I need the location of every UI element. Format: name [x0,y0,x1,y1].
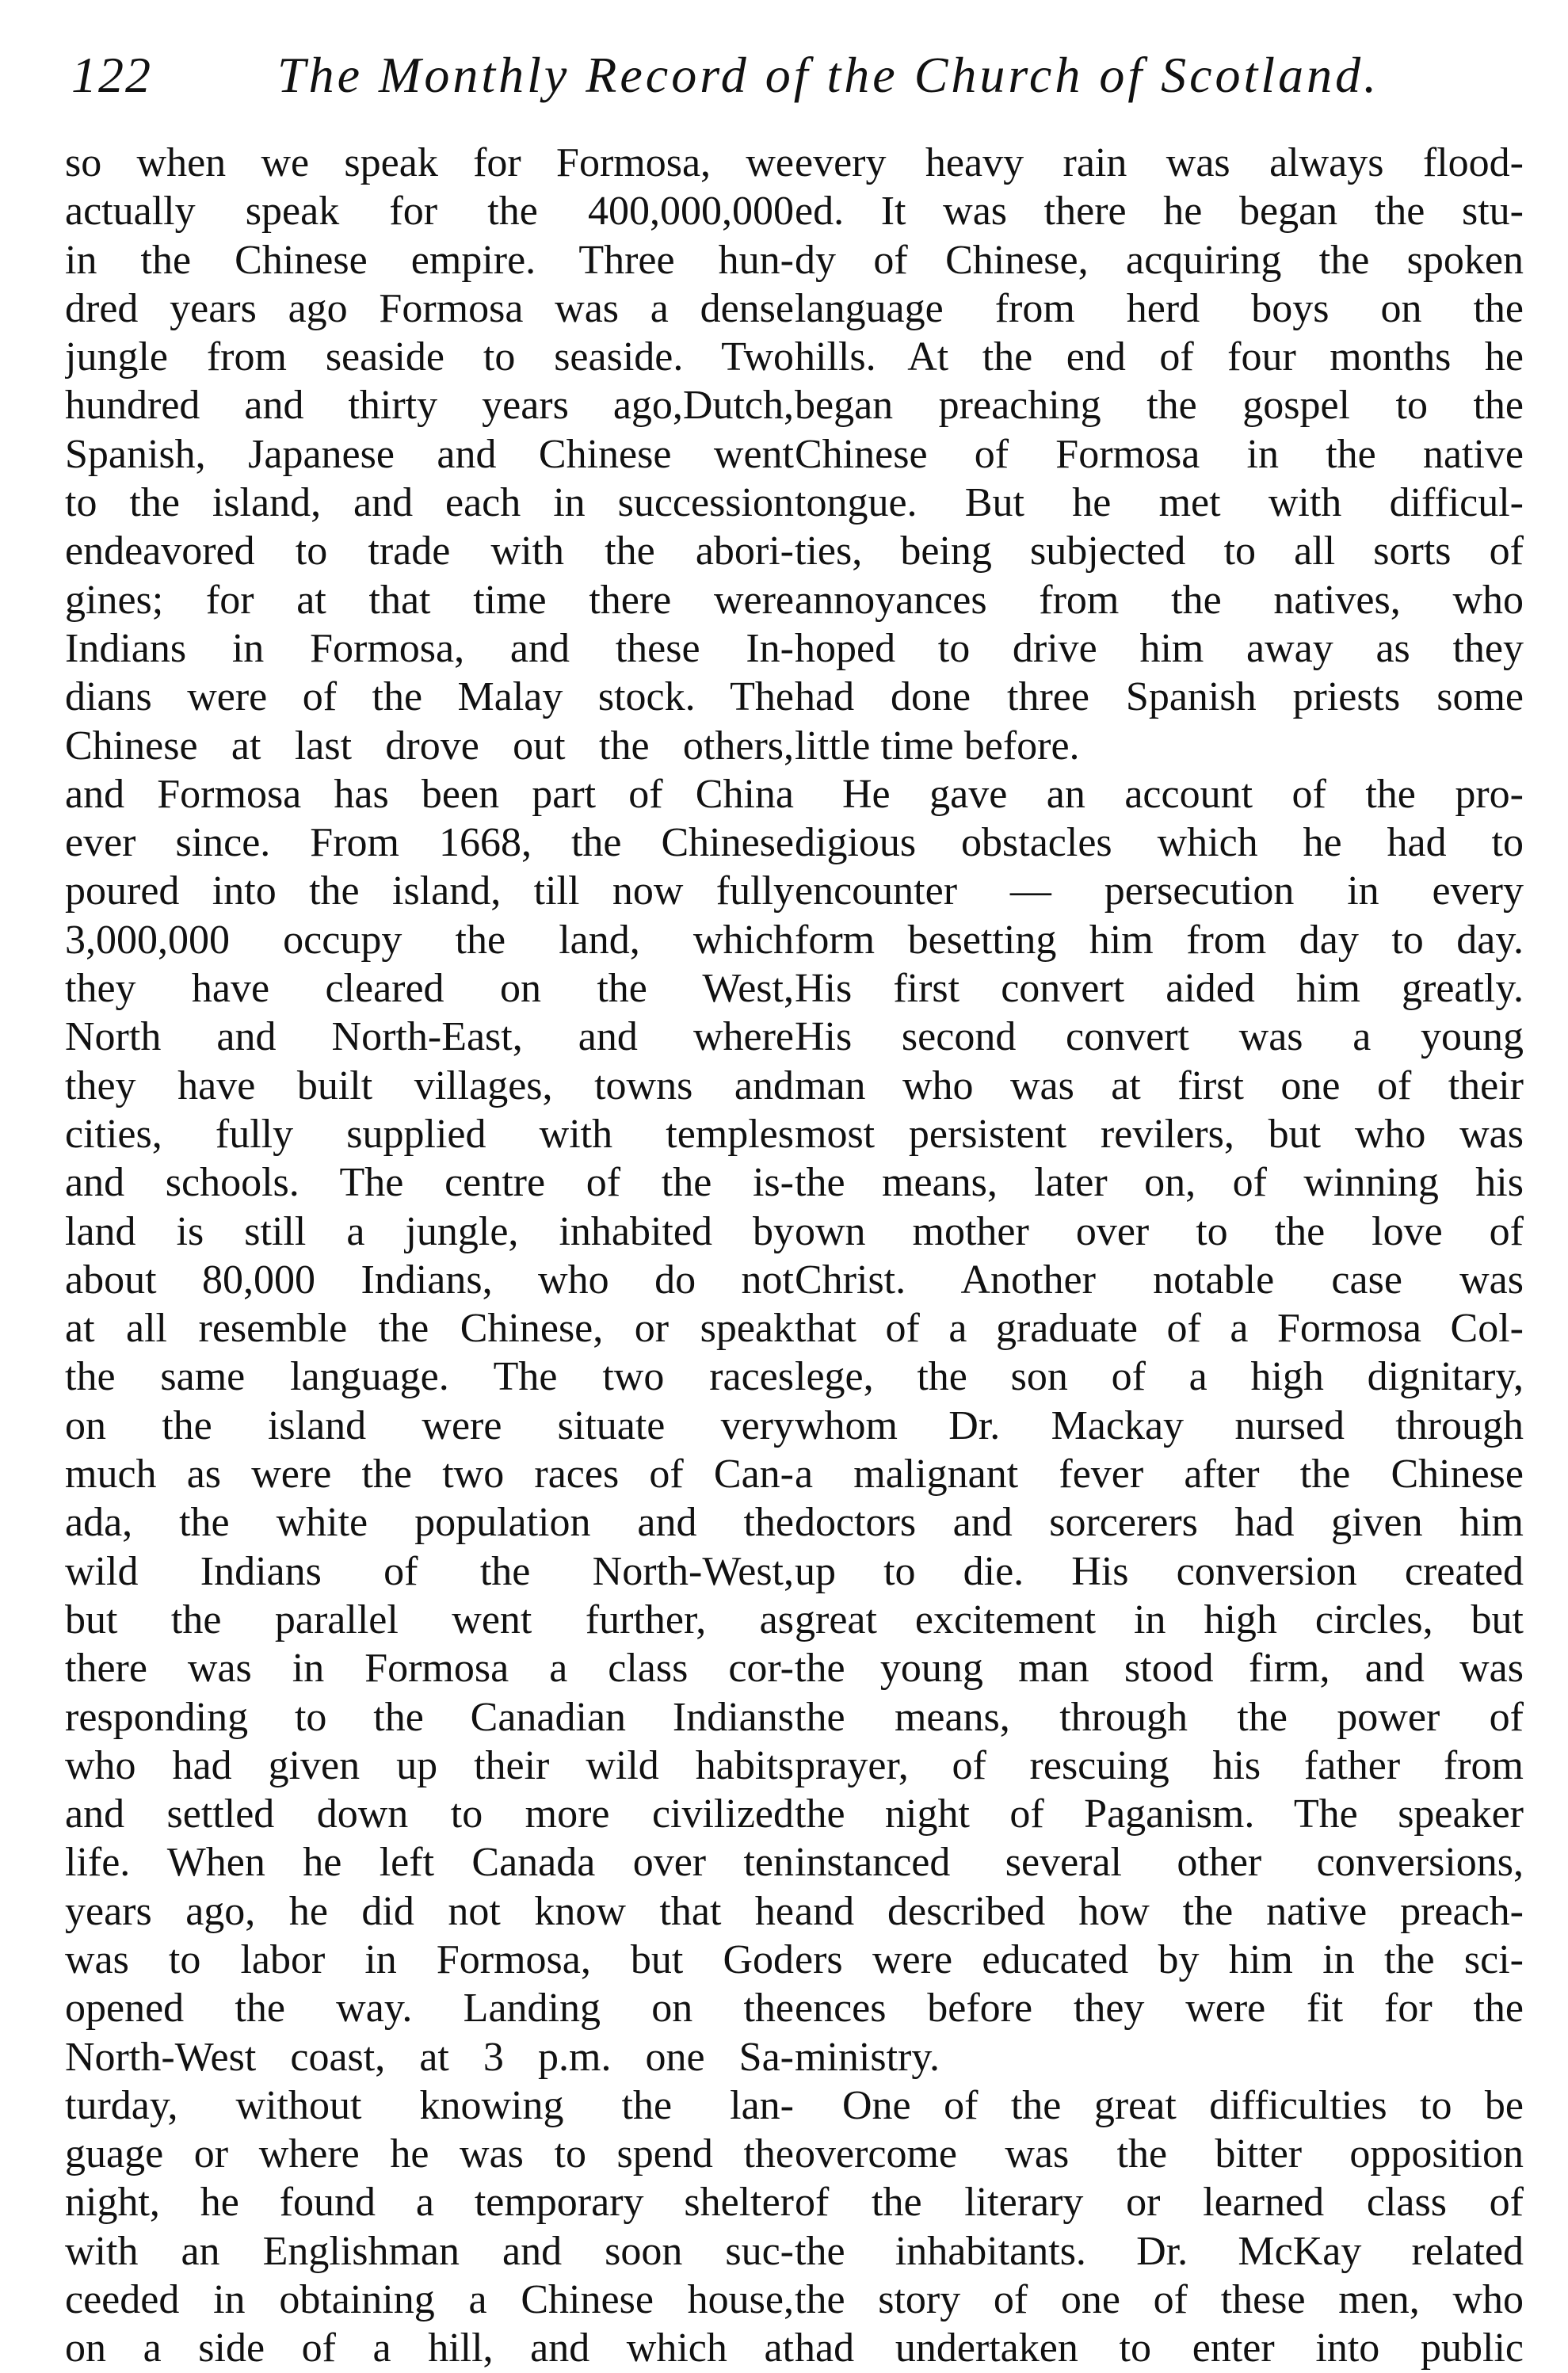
text-line: dians were of the Malay stock. The [65,674,794,720]
text-line: who had given up their wild habits [65,1742,794,1788]
text-line: form besetting him from day to day. [795,917,1524,963]
text-line: Christ. Another notable case was [795,1257,1524,1303]
text-line: and schools. The centre of the is- [65,1160,794,1206]
text-line: the means, through the power of [795,1694,1524,1740]
text-line: He gave an account of the pro- [842,771,1524,817]
text-line: lege, the son of a high dignitary, [795,1354,1524,1400]
text-line: on the island were situate very [65,1402,794,1448]
text-line: doctors and sorcerers had given him [795,1500,1524,1546]
text-line: responding to the Canadian Indians [65,1694,794,1740]
text-line: Chinese at last drove out the others, [65,723,794,769]
text-line: they have cleared on the West, [65,966,794,1012]
text-line: His second convert was a young [795,1014,1524,1060]
text-line: there was in Formosa a class cor- [65,1646,794,1692]
text-line: on a side of a hill, and which at [65,2325,794,2371]
text-line: prayer, of rescuing his father from [795,1742,1524,1788]
text-line: annoyances from the natives, who [795,577,1524,623]
text-line: and Formosa has been part of China [65,771,794,817]
text-line: jungle from seaside to seaside. Two [65,334,794,380]
text-line: a malignant fever after the Chinese [795,1452,1524,1497]
text-line: His first convert aided him greatly. [795,966,1524,1012]
text-line: life. When he left Canada over ten [65,1840,794,1886]
text-line: whom Dr. Mackay nursed through [795,1402,1524,1448]
text-line: ceeded in obtaining a Chinese house, [65,2277,794,2323]
page-number: 122 [71,47,152,103]
text-line: the story of one of these men, who [795,2277,1524,2323]
page-header [71,46,1497,109]
text-line: Indians in Formosa, and these In- [65,625,794,671]
text-line: 3,000,000 occupy the land, which [65,917,794,963]
text-line: poured into the island, till now fully [65,868,794,914]
text-line: had done three Spanish priests some [795,674,1524,720]
text-line: they have built villages, towns and [65,1063,794,1108]
text-line: Chinese of Formosa in the native [795,431,1524,477]
right-column [795,139,1524,2373]
text-line: night, he found a temporary shelter [65,2180,794,2226]
text-line: the same language. The two races [65,1354,794,1400]
text-line: great excitement in high circles, but [795,1597,1524,1642]
text-line: North and North-East, and where [65,1014,794,1060]
text-line: Spanish, Japanese and Chinese went [65,431,794,477]
text-line: and described how the native preach- [795,1888,1524,1934]
text-line: the inhabitants. Dr. McKay related [795,2228,1524,2274]
text-line: ties, being subjected to all sorts of [795,528,1524,574]
text-line: ever since. From 1668, the Chinese [65,820,794,866]
text-line: actually speak for the 400,000,000 [65,189,794,235]
text-line: began preaching the gospel to the [795,383,1524,429]
text-line: but the parallel went further, as [65,1597,794,1642]
text-line: years ago, he did not know that he [65,1888,794,1934]
text-line: so when we speak for Formosa, we [65,140,794,185]
text-line: encounter — persecution in every [795,868,1524,914]
text-line: ada, the white population and the [65,1500,794,1546]
text-line: wild Indians of the North-West, [65,1548,794,1594]
text-line: that of a graduate of a Formosa Col- [795,1306,1524,1352]
text-line: every heavy rain was always flood- [795,140,1524,185]
text-line: North-West coast, at 3 p.m. one Sa- [65,2034,794,2080]
text-line: was to labor in Formosa, but God [65,1936,794,1982]
text-line: ed. It was there he began the stu- [795,189,1524,235]
running-title: The Monthly Record of the Church of Scotland. [277,47,1380,103]
text-line: endeavored to trade with the abori- [65,528,794,574]
text-line: up to die. His conversion created [795,1548,1524,1594]
text-line: the means, later on, of winning his [795,1160,1524,1206]
text-line: much as were the two races of Can- [65,1452,794,1497]
text-line: of the literary or learned class of [795,2180,1524,2226]
text-line: tongue. But he met with difficul- [795,480,1524,526]
text-line: dred years ago Formosa was a dense [65,285,794,331]
text-line: had undertaken to enter into public [795,2325,1524,2371]
text-line: hoped to drive him away as they [795,625,1524,671]
text-line: at all resemble the Chinese, or speak [65,1306,794,1352]
text-line: to the island, and each in succession [65,480,794,526]
text-line: One of the great difficulties to be [842,2082,1524,2128]
text-line: dy of Chinese, acquiring the spoken [795,237,1524,283]
text-line: and settled down to more civilized [65,1791,794,1837]
text-line: land is still a jungle, inhabited by [65,1208,794,1254]
text-line: most persistent revilers, but who was [795,1111,1524,1157]
text-line: opened the way. Landing on the [65,1986,794,2032]
text-line: ministry. [795,2034,940,2080]
text-line: gines; for at that time there were [65,577,794,623]
text-line: digious obstacles which he had to [795,820,1524,866]
text-line: language from herd boys on the [795,285,1524,331]
text-line: the young man stood firm, and was [795,1646,1524,1692]
text-line: man who was at first one of their [795,1063,1524,1108]
text-line: cities, fully supplied with temples [65,1111,794,1157]
text-line: little time before. [795,723,1080,769]
text-line: ences before they were fit for the [795,1986,1524,2032]
text-line: hills. At the end of four months he [795,334,1524,380]
text-line: instanced several other conversions, [795,1840,1524,1886]
text-line: own mother over to the love of [795,1208,1524,1254]
text-line: with an Englishman and soon suc- [65,2228,794,2274]
text-line: the night of Paganism. The speaker [795,1791,1524,1837]
text-line: about 80,000 Indians, who do not [65,1257,794,1303]
text-line: ers were educated by him in the sci- [795,1936,1524,1982]
text-line: guage or where he was to spend the [65,2131,794,2177]
left-column [65,139,794,2373]
text-line: overcome was the bitter opposition [795,2131,1524,2177]
text-line: turday, without knowing the lan- [65,2082,794,2128]
text-line: in the Chinese empire. Three hun- [65,237,794,283]
text-line: hundred and thirty years ago,Dutch, [65,383,794,429]
